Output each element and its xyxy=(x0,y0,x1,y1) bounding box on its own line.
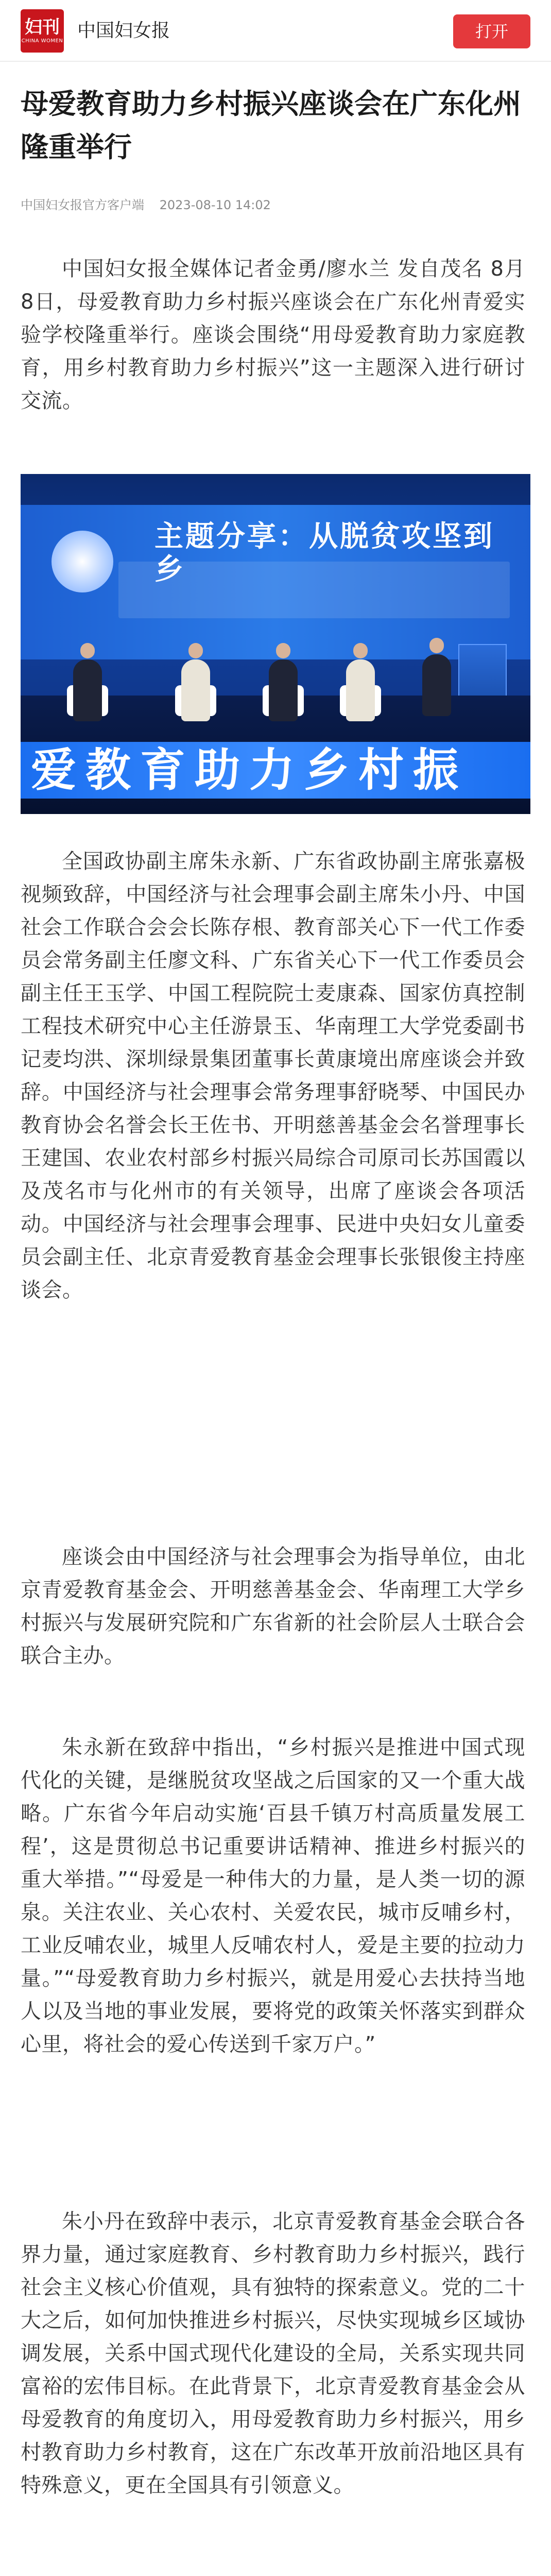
photo-person xyxy=(73,659,102,721)
article-datetime: 2023-08-10 14:02 xyxy=(159,198,271,212)
article-paragraph: 座谈会由中国经济与社会理事会为指导单位，由北京青爱教育基金会、开明慈善基金会、华南理工大学乡村振兴与发展研究院和广东省新的社会阶层人士联合会联合主办。 xyxy=(21,1545,525,1668)
article-paragraph: 全国政协副主席朱永新、广东省政协副主席张嘉极视频致辞，中国经济与社会理事会副主席朱小丹、中国社会工作联合会会长陈存根、教育部关心下一代工作委员会常务副主任廖文科、广东省关心下一代工作委员会副主任王玉学、中国工程院院士麦康森、国家仿真控制工程技术研究中心主任游景玉、华南理工大学党委副书记麦均洪、深圳绿景集团董事长黄康境出席座谈会并致辞。中国经济与社会理事会常务理事舒晓琴、中国民办教育协会名誉会长王佐书、开明慈善基金会名誉理事长王建国、农业农村部乡村振兴局综合司原司长苏国霞以及茂名市与化州市的有关领导，出席了座谈会各项活动。中国经济与社会理事会理事、民进中央妇女儿童委员会副主任、北京青爱教育基金会理事长张银俊主持座谈会。 xyxy=(21,850,525,1302)
photo-person xyxy=(346,659,375,721)
top-bar xyxy=(0,0,551,62)
article-source: 中国妇女报官方客户端 xyxy=(21,198,144,212)
photo-stage-light xyxy=(51,531,113,592)
article-photo[interactable] xyxy=(21,474,530,814)
open-app-button[interactable]: 打开 xyxy=(453,14,530,48)
article-paragraph: 朱小丹在致辞中表示，北京青爱教育基金会联合各界力量，通过家庭教育、乡村教育助力乡村振兴，践行社会主义核心价值观，具有独特的探索意义。党的二十大之后，如何加快推进乡村振兴，尽快实现城乡区域协调发展，关系中国式现代化建设的全局，关系实现共同富裕的宏伟目标。在此背景下，北京青爱教育基金会从母爱教育的角度切入，用母爱教育助力乡村振兴，用乡村教育助力乡村教育，这在广东改革开放前沿地区具有特殊意义，更在全国具有引领意义。 xyxy=(21,2210,525,2497)
app-logo[interactable] xyxy=(21,9,64,53)
photo-person xyxy=(269,659,298,721)
photo-person xyxy=(422,654,451,716)
article-meta xyxy=(21,197,271,213)
article-paragraph: 朱永新在致辞中指出，“乡村振兴是推进中国式现代化的关键，是继脱贫攻坚战之后国家的又一个重大战略。广东省今年启动实施‘百县千镇万村高质量发展工程’，这是贯彻总书记重要讲话精神、推进乡村振兴的重大举措。”“母爱是一种伟大的力量，是人类一切的源泉。关注农业、关心农村、关爱农民，城市反哺乡村，工业反哺农业，城里人反哺农村人，爱是主要的拉动力量。”“母爱教育助力乡村振兴，就是用爱心去扶持当地人以及当地的事业发展，要将党的政策关怀落实到群众心里，将社会的爱心传送到千家万户。” xyxy=(21,1736,525,2056)
photo-banner-text: 爱教育助力乡村振 xyxy=(21,742,530,799)
article-paragraph: 中国妇女报全媒体记者金勇/廖水兰 发自茂名 8月8日，母爱教育助力乡村振兴座谈会在广东化州青爱实验学校隆重举行。座谈会围绕“用母爱教育助力家庭教育，用乡村教育助力乡村振兴”这一主题深入进行研讨交流。 xyxy=(21,257,525,413)
photo-screen-text: 主题分享：从脱贫攻坚到乡 xyxy=(154,520,494,586)
app-logo-text: 妇刊 xyxy=(25,17,60,38)
photo-screen-subtext xyxy=(118,562,510,618)
article-title: 母爱教育助力乡村振兴座谈会在广东化州隆重举行 xyxy=(21,88,521,163)
photo-person xyxy=(181,659,210,721)
app-logo-subtext: CHINA WOMEN xyxy=(21,38,63,44)
app-name: 中国妇女报 xyxy=(77,20,170,41)
